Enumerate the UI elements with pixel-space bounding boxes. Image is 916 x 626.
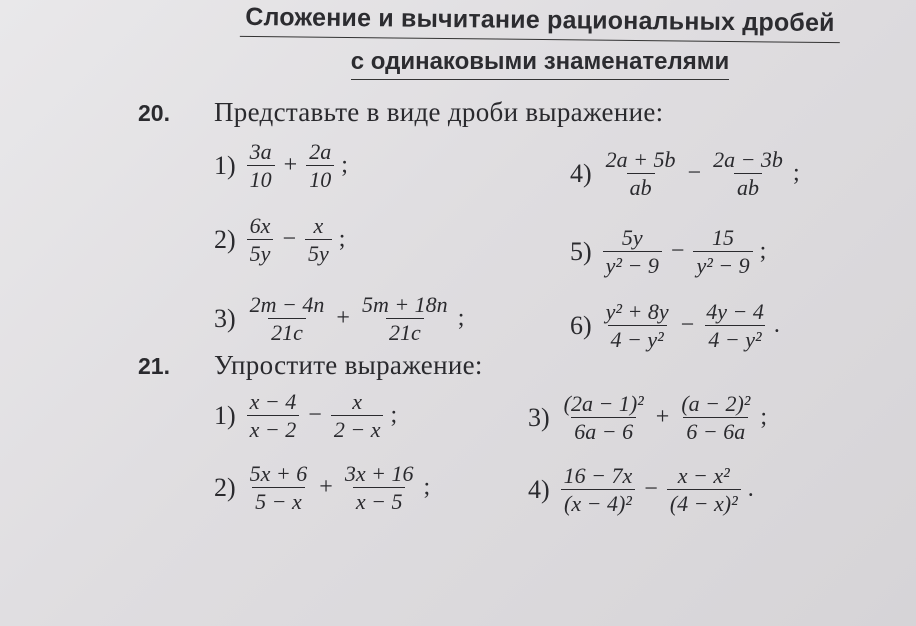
item-label: 1) [214, 400, 236, 430]
fraction [247, 140, 275, 191]
fraction [710, 148, 786, 199]
denominator: (x − 4)² [561, 489, 635, 515]
item-label: 6) [570, 310, 592, 340]
numerator: 16 − 7x [563, 463, 633, 488]
fraction [693, 226, 752, 277]
operator: + [655, 404, 670, 431]
denominator: x − 5 [353, 487, 406, 513]
item-label: 5) [570, 236, 592, 266]
exercise-20-instruction: Представьте в виде дроби выражение: [214, 97, 664, 127]
exercise-20-item-6 [570, 300, 780, 351]
operator: − [644, 476, 658, 503]
numerator: 15 [712, 225, 735, 250]
fraction [561, 392, 647, 443]
fraction [667, 464, 741, 515]
numerator: 3a [249, 139, 272, 164]
exercise-21-item-1 [214, 390, 397, 441]
item-label: 2) [214, 224, 236, 254]
operator: + [283, 152, 298, 179]
denominator: 21c [386, 318, 424, 344]
numerator: 5y [621, 225, 643, 250]
numerator: x [352, 389, 363, 414]
numerator: 2a + 5b [605, 147, 676, 172]
fraction [603, 300, 672, 351]
numerator: x − x² [677, 463, 730, 488]
numerator: 5x + 6 [249, 461, 308, 486]
section-title [240, 2, 840, 80]
operator: − [308, 402, 322, 429]
denominator: ab [734, 173, 762, 199]
numerator: x [313, 213, 324, 238]
fraction [306, 140, 334, 191]
denominator: 4 − y² [608, 325, 667, 351]
exercise-21-item-4 [528, 464, 754, 515]
denominator: 5 − x [252, 487, 305, 513]
exercise-20-number: 20. [138, 100, 170, 126]
fraction [247, 462, 311, 513]
denominator: 5y [247, 239, 274, 265]
exercise-20-item-1 [214, 140, 348, 191]
numerator: x − 4 [249, 389, 297, 414]
denominator: 4 − y² [705, 325, 764, 351]
denominator: 2 − x [331, 415, 384, 441]
exercise-21-item-2 [214, 462, 430, 513]
operator: − [687, 160, 702, 187]
fraction [247, 214, 274, 265]
punctuation: ; [457, 305, 465, 332]
punctuation: ; [759, 238, 767, 265]
denominator: 6a − 6 [571, 417, 636, 443]
numerator: 2m − 4n [249, 292, 325, 317]
fraction [703, 300, 767, 351]
fraction [247, 390, 300, 441]
numerator: 6x [249, 213, 271, 238]
exercise-21-instruction: Упростите выражение: [214, 350, 483, 380]
denominator: y² − 9 [693, 251, 752, 277]
exercise-20-item-2 [214, 214, 345, 265]
exercise-20-item-4 [570, 148, 800, 199]
punctuation: . [773, 312, 780, 339]
section-title-line2: с одинаковыми знаменателями [351, 48, 730, 80]
fraction [305, 214, 332, 265]
punctuation: . [747, 476, 754, 503]
numerator: 3x + 16 [344, 461, 414, 486]
numerator: 2a [309, 139, 332, 164]
operator: + [336, 305, 350, 332]
item-label: 3) [214, 303, 236, 333]
fraction [561, 464, 636, 515]
denominator: x − 2 [247, 415, 300, 441]
punctuation: ; [341, 152, 348, 179]
operator: − [670, 238, 685, 265]
denominator: y² − 9 [603, 251, 662, 277]
fraction [359, 293, 451, 344]
numerator: (a − 2)² [681, 391, 751, 416]
denominator: 21c [268, 318, 306, 344]
fraction [331, 390, 384, 441]
section-title-line1: Сложение и вычитание рациональных дробей [240, 3, 840, 43]
numerator: 2a − 3b [713, 147, 783, 172]
numerator: y² + 8y [605, 299, 669, 324]
item-label: 4) [570, 158, 592, 188]
punctuation: ; [390, 402, 398, 429]
fraction [342, 462, 417, 513]
fraction [678, 392, 753, 443]
numerator: (2a − 1)² [563, 391, 644, 416]
exercise-21-item-3 [528, 392, 767, 443]
fraction [247, 293, 328, 344]
operator: − [282, 226, 296, 253]
item-label: 2) [214, 472, 236, 502]
denominator: 6 − 6a [683, 417, 748, 443]
item-label: 3) [528, 402, 550, 432]
numerator: 4y − 4 [706, 299, 764, 324]
item-label: 4) [528, 474, 550, 504]
fraction [603, 226, 662, 277]
numerator: 5m + 18n [361, 292, 448, 317]
denominator: ab [627, 173, 655, 199]
exercise-20-item-3 [214, 293, 464, 344]
fraction [603, 148, 679, 199]
exercise-21-number: 21. [138, 353, 170, 379]
operator: + [319, 474, 333, 501]
denominator: 10 [306, 165, 334, 191]
punctuation: ; [760, 404, 768, 431]
exercise-20-item-5 [570, 226, 766, 277]
operator: − [680, 312, 695, 339]
denominator: 5y [305, 239, 332, 265]
item-label: 1) [214, 150, 236, 180]
denominator: 10 [247, 165, 275, 191]
punctuation: ; [338, 226, 346, 253]
punctuation: ; [792, 160, 800, 187]
denominator: (4 − x)² [667, 489, 741, 515]
punctuation: ; [423, 474, 431, 501]
